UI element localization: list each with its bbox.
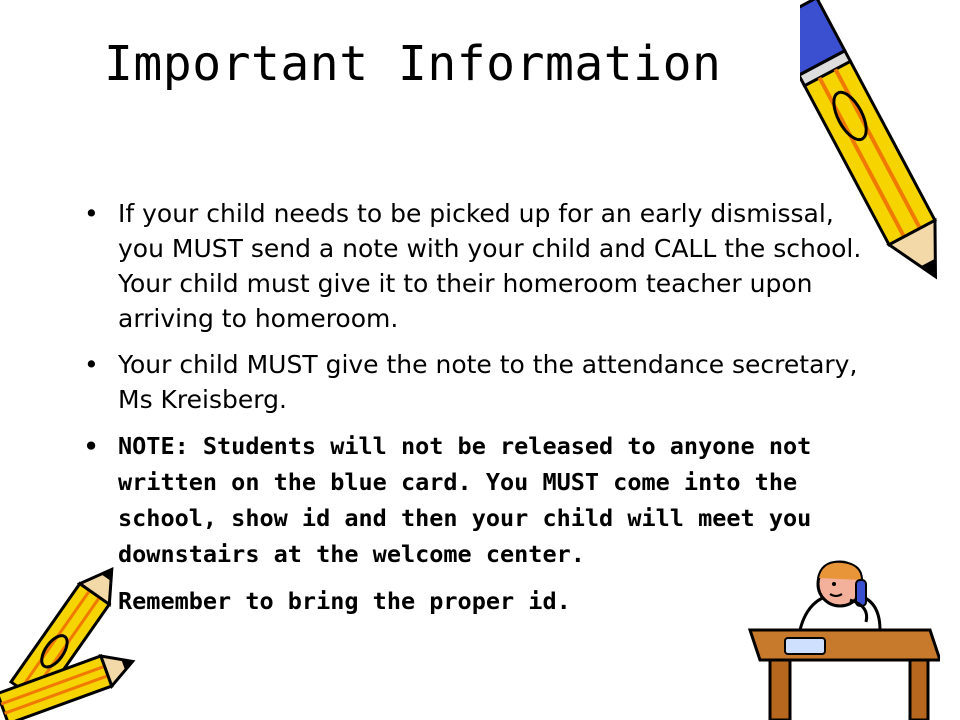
bullet-item	[82, 196, 882, 336]
pencil-icon	[800, 0, 940, 290]
bullet-item	[82, 428, 882, 572]
pencils-icon	[0, 560, 160, 720]
bullet-text: NOTE: Students will not be released to anyone not written on the blue card. You MUST come into the school, show id and then your child will meet you downstairs at the welcome center.	[118, 432, 812, 568]
bullet-dot: •	[84, 432, 99, 460]
bullet-text: If your child needs to be picked up for an early dismissal, you MUST send a note with your child and CALL the school. Your child must give it to their homeroom teacher upon arriving to homeroom.	[118, 199, 862, 333]
bullet-text: Your child MUST give the note to the attendance secretary, Ms Kreisberg.	[118, 350, 858, 414]
bullet-dot: •	[84, 350, 99, 379]
bullet-text: Remember to bring the proper id.	[118, 587, 571, 615]
person-on-phone-icon	[730, 560, 940, 720]
bullet-item	[82, 347, 882, 417]
bullet-dot: •	[84, 199, 99, 228]
slide-title: Important Information	[104, 36, 722, 92]
